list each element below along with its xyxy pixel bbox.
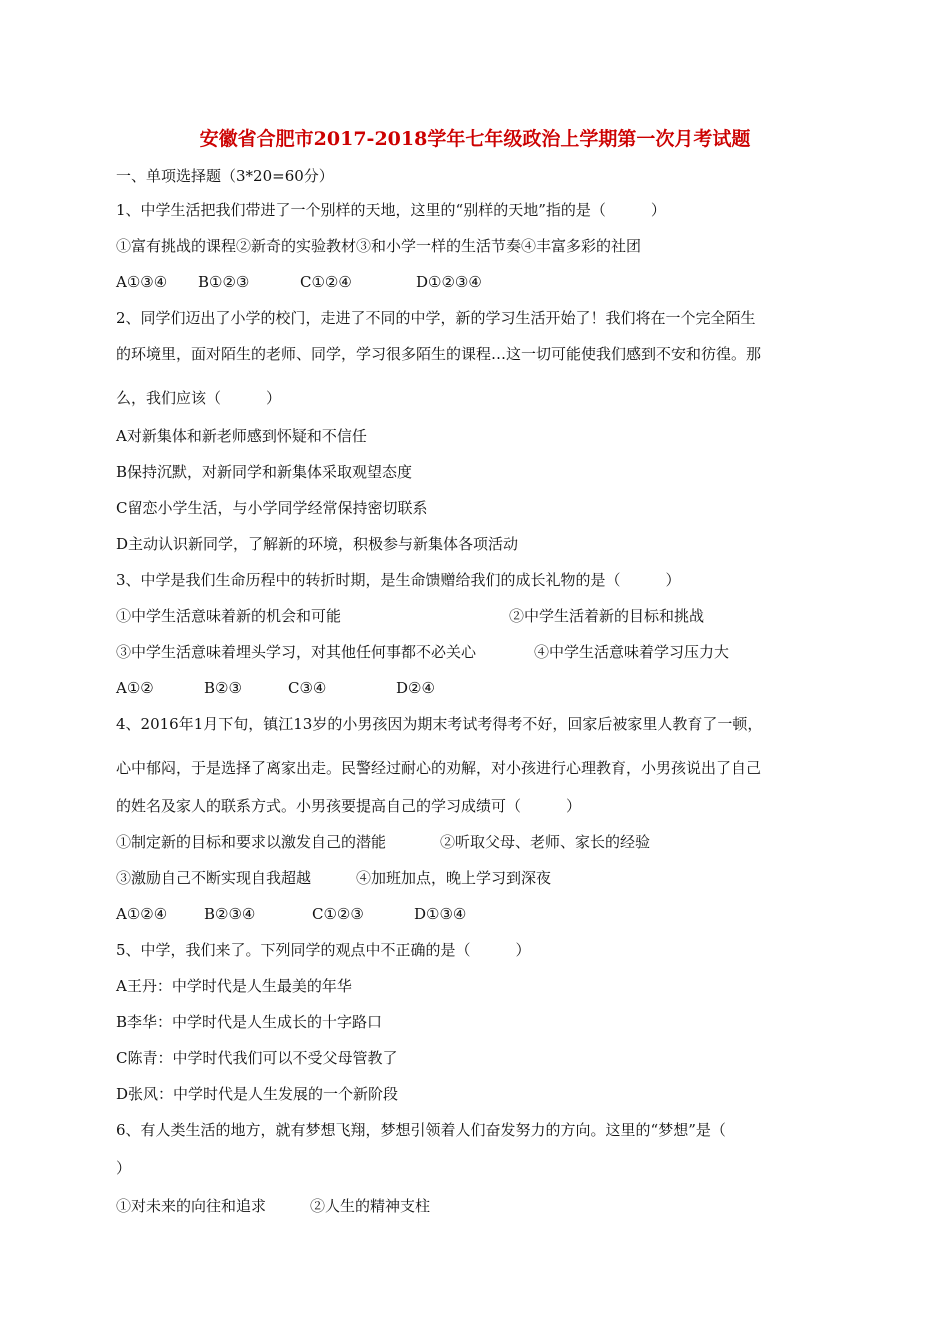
- question-5-option-c: C陈青：中学时代我们可以不受父母管教了: [116, 1049, 398, 1067]
- choice-c: C①②③: [312, 905, 364, 923]
- question-2-option-c: C留恋小学生活，与小学同学经常保持密切联系: [116, 499, 428, 517]
- choice-a: A①②: [116, 679, 154, 697]
- page-title: 安徽省合肥市2017-2018学年七年级政治上学期第一次月考试题: [199, 128, 751, 150]
- question-1-stem: 1、中学生活把我们带进了一个别样的天地，这里的“别样的天地”指的是（ ）: [116, 201, 666, 219]
- statement-3: ③激励自己不断实现自我超越: [116, 869, 312, 887]
- question-4-stem-line-2: 心中郁闷，于是选择了离家出走。民警经过耐心的劝解，对小孩进行心理教育，小男孩说出了自己: [116, 759, 762, 777]
- choice-d: D①③④: [414, 905, 467, 923]
- question-5-stem: 5、中学，我们来了。下列同学的观点中不正确的是（ ）: [116, 941, 531, 959]
- question-6-stem-line-2: ）: [116, 1159, 132, 1177]
- question-4-choices: [116, 904, 876, 924]
- question-4-statements-row-2: [116, 868, 876, 888]
- question-4-stem-line-1: 4、2016年1月下旬，镇江13岁的小男孩因为期末考试考得考不好，回家后被家里人教育了一顿，: [116, 715, 763, 733]
- statement-1: ①对未来的向往和追求: [116, 1197, 267, 1215]
- statement-1: ①中学生活意味着新的机会和可能: [116, 607, 342, 625]
- choice-b: B①②③: [198, 273, 250, 291]
- section-heading: 一、单项选择题（3*20=60分）: [116, 167, 334, 185]
- choice-d: D①②③④: [416, 273, 482, 291]
- choice-d: D②④: [396, 679, 435, 697]
- statement-3: ③中学生活意味着埋头学习，对其他任何事都不必关心: [116, 643, 477, 661]
- statement-1: ①制定新的目标和要求以激发自己的潜能: [116, 833, 387, 851]
- statement-2: ②听取父母、老师、家长的经验: [440, 833, 651, 851]
- statement-4: ④中学生活意味着学习压力大: [534, 643, 730, 661]
- question-1-statements: ①富有挑战的课程②新奇的实验教材③和小学一样的生活节奏④丰富多彩的社团: [116, 237, 642, 255]
- choice-c: C①②④: [300, 273, 352, 291]
- question-2-stem-line-1: 2、同学们迈出了小学的校门，走进了不同的中学，新的学习生活开始了！我们将在一个完全陌生: [116, 309, 756, 327]
- question-6-statements-row-1: [116, 1196, 876, 1216]
- question-3-statements-row-1: [116, 606, 876, 626]
- question-3-stem: 3、中学是我们生命历程中的转折时期，是生命馈赠给我们的成长礼物的是（ ）: [116, 571, 681, 589]
- question-2-stem-line-2: 的环境里，面对陌生的老师、同学，学习很多陌生的课程…这一切可能使我们感到不安和彷徨。那: [116, 345, 762, 363]
- question-1-choices: [116, 272, 876, 292]
- statement-2: ②人生的精神支柱: [310, 1197, 431, 1215]
- question-3-choices: [116, 678, 876, 698]
- question-3-statements-row-2: [116, 642, 876, 662]
- choice-c: C③④: [288, 679, 327, 697]
- question-4-stem-line-3: 的姓名及家人的联系方式。小男孩要提高自己的学习成绩可（ ）: [116, 797, 582, 815]
- question-5-option-a: A王丹：中学时代是人生最美的年华: [116, 977, 352, 995]
- choice-b: B②③④: [204, 905, 256, 923]
- choice-b: B②③: [204, 679, 242, 697]
- question-2-option-b: B保持沉默，对新同学和新集体采取观望态度: [116, 463, 413, 481]
- question-5-option-b: B李华：中学时代是人生成长的十字路口: [116, 1013, 383, 1031]
- statement-4: ④加班加点，晚上学习到深夜: [356, 869, 552, 887]
- choice-a: A①③④: [116, 273, 168, 291]
- question-6-stem-line-1: 6、有人类生活的地方，就有梦想飞翔，梦想引领着人们奋发努力的方向。这里的“梦想”是（: [116, 1121, 726, 1139]
- question-2-stem-line-3: 么，我们应该（ ）: [116, 389, 282, 407]
- question-4-statements-row-1: [116, 832, 876, 852]
- choice-a: A①②④: [116, 905, 168, 923]
- statement-2: ②中学生活着新的目标和挑战: [509, 607, 705, 625]
- question-5-option-d: D张风：中学时代是人生发展的一个新阶段: [116, 1085, 399, 1103]
- question-2-option-a: A对新集体和新老师感到怀疑和不信任: [116, 427, 367, 445]
- question-2-option-d: D主动认识新同学，了解新的环境，积极参与新集体各项活动: [116, 535, 519, 553]
